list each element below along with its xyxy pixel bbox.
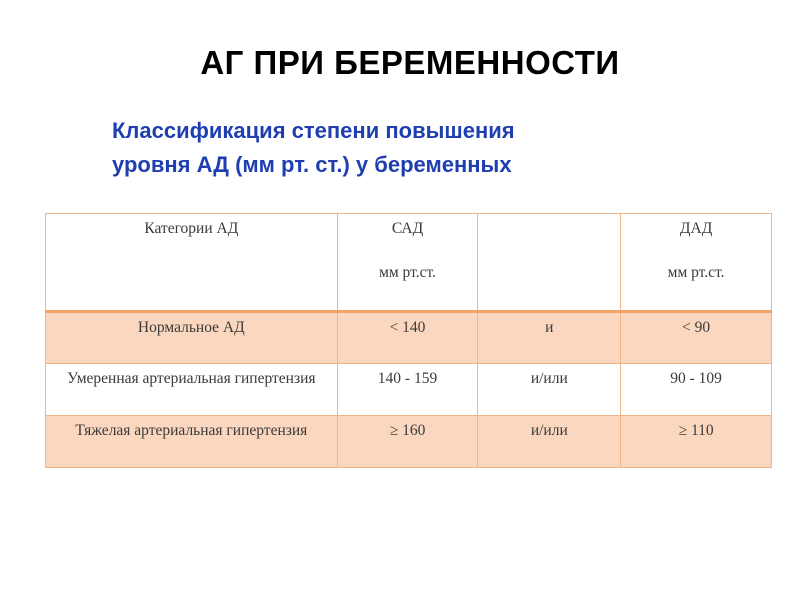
row-connector: и/или bbox=[478, 364, 621, 416]
table-row bbox=[46, 416, 772, 468]
row-sad: 140 - 159 bbox=[337, 364, 478, 416]
row-category: Тяжелая артериальная гипертензия bbox=[46, 416, 338, 468]
row-category: Нормальное АД bbox=[46, 312, 338, 364]
header-sad bbox=[337, 214, 478, 312]
row-category: Умеренная артериальная гипертензия bbox=[46, 364, 338, 416]
row-connector: и bbox=[478, 312, 621, 364]
page-title: АГ ПРИ БЕРЕМЕННОСТИ bbox=[200, 44, 620, 81]
subtitle bbox=[112, 114, 752, 182]
header-connector bbox=[478, 214, 621, 312]
subtitle-line-2: уровня АД (мм рт. ст.) у беременных bbox=[112, 152, 512, 177]
header-sad-label: САД bbox=[391, 220, 424, 237]
table-header-row bbox=[46, 214, 772, 312]
row-dad: < 90 bbox=[621, 312, 772, 364]
table-row bbox=[46, 312, 772, 364]
row-connector: и/или bbox=[478, 416, 621, 468]
header-dad-unit: мм рт.ст. bbox=[667, 264, 725, 281]
header-category: Категории АД bbox=[46, 214, 338, 312]
header-dad bbox=[621, 214, 772, 312]
header-sad-unit: мм рт.ст. bbox=[379, 264, 436, 281]
row-sad: < 140 bbox=[337, 312, 478, 364]
header-dad-label: ДАД bbox=[679, 220, 713, 237]
table-row bbox=[46, 364, 772, 416]
row-dad: ≥ 110 bbox=[621, 416, 772, 468]
row-dad: 90 - 109 bbox=[621, 364, 772, 416]
row-sad: ≥ 160 bbox=[337, 416, 478, 468]
bp-classification-table bbox=[45, 213, 772, 468]
subtitle-line-1: Классификация степени повышения bbox=[112, 118, 515, 143]
